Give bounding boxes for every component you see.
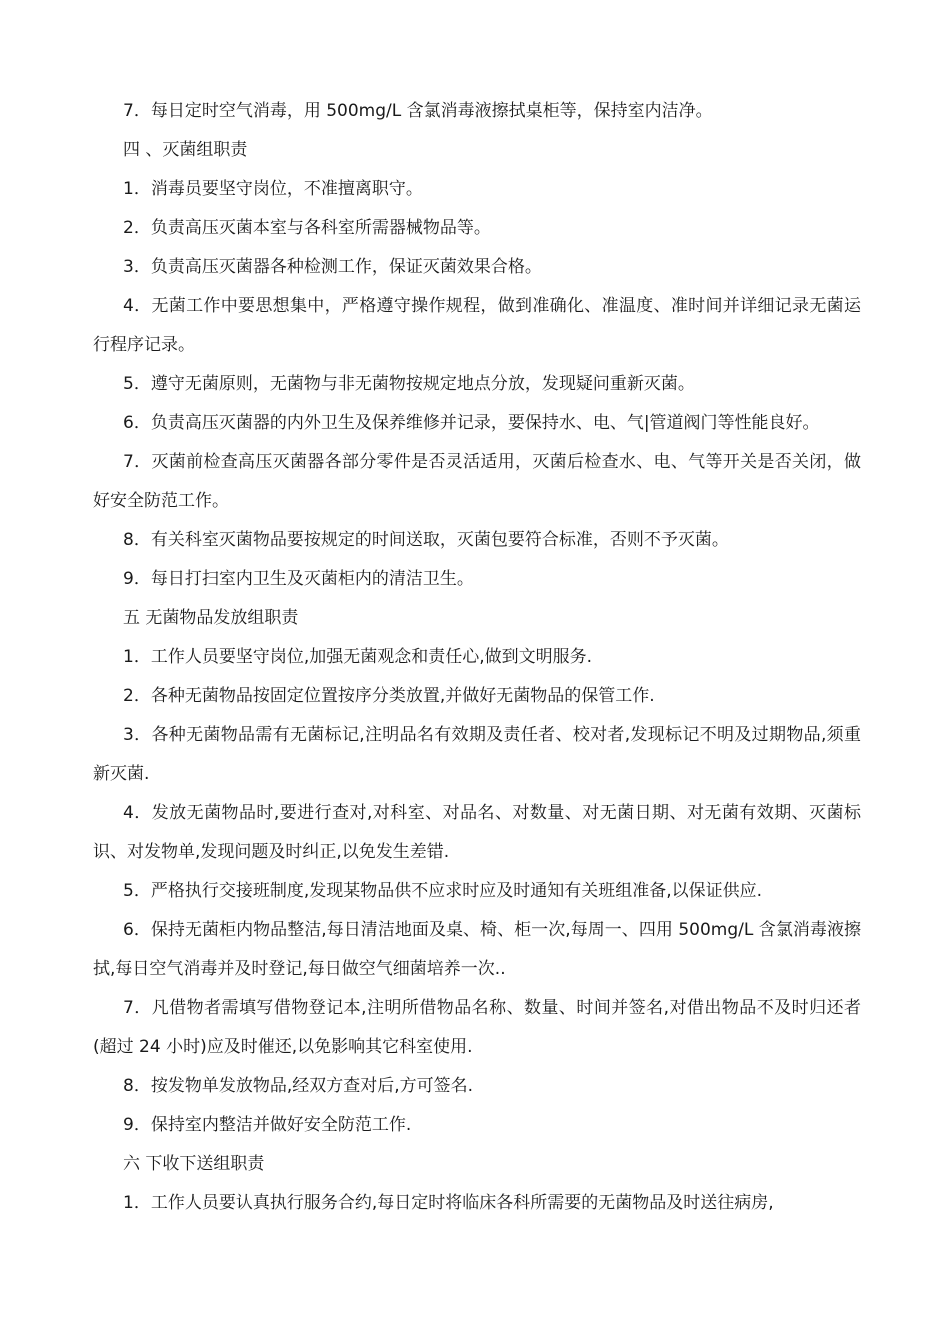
list-item: 3．负责高压灭菌器各种检测工作，保证灭菌效果合格。 bbox=[123, 257, 542, 277]
list-item: 7．每日定时空气消毒，用 500mg/L 含氯消毒液擦拭桌柜等，保持室内洁净。 bbox=[123, 101, 713, 121]
list-item: 9．每日打扫室内卫生及灭菌柜内的清洁卫生。 bbox=[123, 569, 474, 589]
list-item: 5．遵守无菌原则，无菌物与非无菌物按规定地点分放，发现疑问重新灭菌。 bbox=[123, 374, 695, 394]
list-item: 6．负责高压灭菌器的内外卫生及保养维修并记录，要保持水、电、气|管道阀门等性能良好。 bbox=[123, 413, 820, 433]
list-item: 1．消毒员要坚守岗位，不准擅离职守。 bbox=[123, 179, 423, 199]
list-item: 3．各种无菌物品需有无菌标记,注明品名有效期及责任者、校对者,发现标记不明及过期物品,须重新灭菌. bbox=[93, 725, 861, 784]
list-item: 7．凡借物者需填写借物登记本,注明所借物品名称、数量、时间并签名,对借出物品不及时归还者(超过 24 小时)应及时催还,以免影响其它科室使用. bbox=[93, 998, 861, 1057]
list-item: 4．发放无菌物品时,要进行查对,对科室、对品名、对数量、对无菌日期、对无菌有效期、灭菌标识、对发物单,发现问题及时纠正,以免发生差错. bbox=[93, 803, 861, 862]
list-item: 8．按发物单发放物品,经双方查对后,方可签名. bbox=[123, 1076, 474, 1096]
list-item: 4．无菌工作中要思想集中，严格遵守操作规程，做到准确化、准温度、准时间并详细记录无菌运行程序记录。 bbox=[93, 296, 861, 355]
list-item: 5．严格执行交接班制度,发现某物品供不应求时应及时通知有关班组准备,以保证供应. bbox=[123, 881, 763, 901]
document-body bbox=[93, 92, 861, 1223]
list-item: 6．保持无菌柜内物品整洁,每日清洁地面及桌、椅、柜一次,每周一、四用 500mg/L 含氯消毒液擦拭,每日空气消毒并及时登记,每日做空气细菌培养一次.. bbox=[93, 920, 861, 979]
list-item: 9．保持室内整洁并做好安全防范工作. bbox=[123, 1115, 412, 1135]
section-heading-delivery-group: 六 下收下送组职责 bbox=[123, 1154, 265, 1174]
list-item: 2．负责高压灭菌本室与各科室所需器械物品等。 bbox=[123, 218, 491, 238]
section-heading-sterilization-group: 四 、灭菌组职责 bbox=[123, 140, 248, 160]
list-item: 7．灭菌前检查高压灭菌器各部分零件是否灵活适用，灭菌后检查水、电、气等开关是否关闭，做好安全防范工作。 bbox=[93, 452, 861, 511]
list-item: 1．工作人员要坚守岗位,加强无菌观念和责任心,做到文明服务. bbox=[123, 647, 593, 667]
list-item: 2．各种无菌物品按固定位置按序分类放置,并做好无菌物品的保管工作. bbox=[123, 686, 655, 706]
list-item: 1．工作人员要认真执行服务合约,每日定时将临床各科所需要的无菌物品及时送往病房, bbox=[123, 1193, 774, 1213]
list-item: 8．有关科室灭菌物品要按规定的时间送取，灭菌包要符合标准，否则不予灭菌。 bbox=[123, 530, 729, 550]
section-heading-sterile-supply-group: 五 无菌物品发放组职责 bbox=[123, 608, 299, 628]
